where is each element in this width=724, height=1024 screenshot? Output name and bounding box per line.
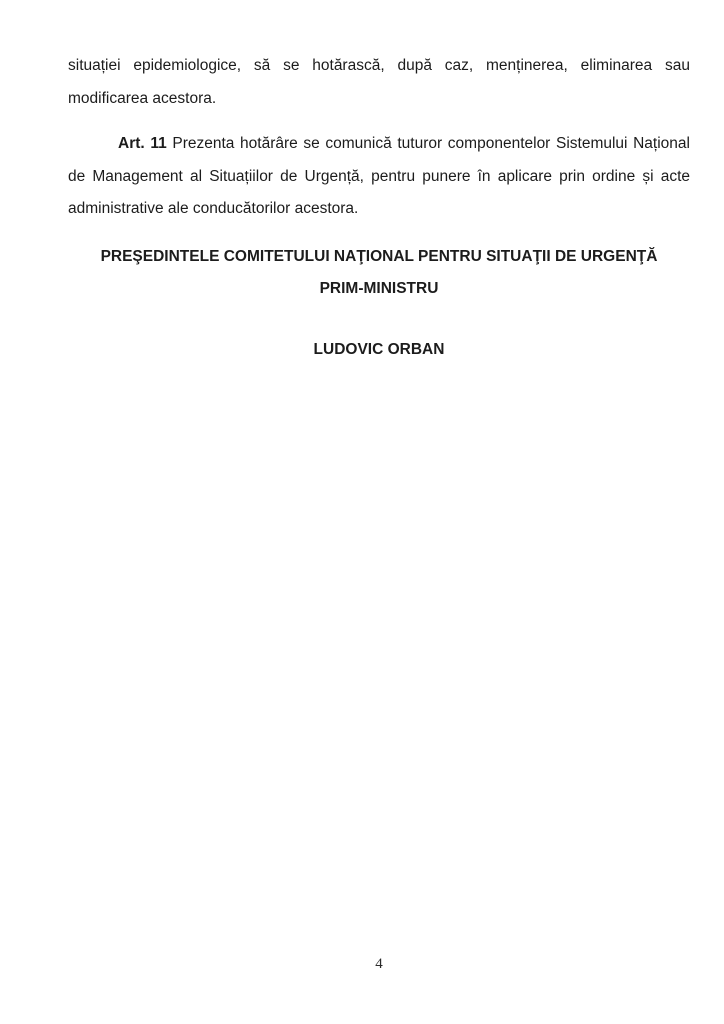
page-number: 4 (375, 956, 383, 972)
article-11-text: Prezenta hotărâre se comunică tuturor componentelor Sistemului Național de Management al Situațiilor de Urgență, pentru punere în aplicare prin ordine și acte administrative ale conducătorilor acestora. (68, 135, 690, 217)
signature-title-line: PREŞEDINTELE COMITETULUI NAŢIONAL PENTRU SITUAŢII DE URGENŢĂ (100, 247, 658, 265)
signature-role-line: PRIM-MINISTRU (319, 280, 439, 297)
paragraph-continuation: situației epidemiologice, să se hotărască, după caz, menținerea, eliminarea sau modificarea acestora. (68, 57, 690, 107)
paragraph-article-11 (68, 128, 690, 226)
article-11-label: Art. 11 (118, 135, 167, 152)
signature-name-line: LUDOVIC ORBAN (313, 340, 445, 358)
document-content (68, 50, 690, 366)
